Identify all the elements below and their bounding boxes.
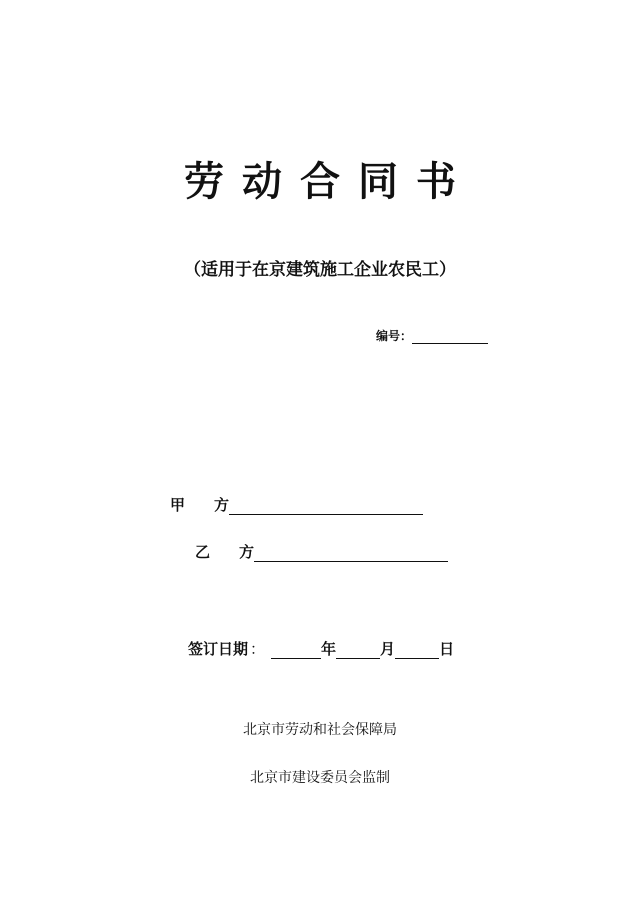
sign-year-blank[interactable] [271, 644, 321, 659]
contract-number-label: 编号： [376, 329, 413, 343]
sign-day-label: 日 [439, 640, 455, 658]
sign-month-label: 月 [380, 640, 396, 658]
issuer-construction-commission: 北京市建设委员会监制 [250, 770, 390, 786]
party-b-label-char1: 乙 [195, 543, 211, 561]
contract-number-field [376, 327, 488, 344]
party-b-label-char2: 方 [239, 543, 255, 561]
sign-day-blank[interactable] [395, 644, 439, 659]
issuer-labor-bureau: 北京市劳动和社会保障局 [243, 722, 397, 738]
sign-month-blank[interactable] [336, 644, 380, 659]
party-a-label-char2: 方 [214, 496, 230, 514]
party-a-field [170, 494, 423, 515]
document-title: 劳动合同书 [184, 159, 474, 205]
sign-year-label: 年 [321, 640, 337, 658]
party-a-label-char1: 甲 [170, 496, 186, 514]
party-b-blank[interactable] [254, 547, 448, 562]
sign-date-colon: ： [250, 640, 266, 658]
party-b-field [195, 541, 448, 562]
sign-date-field [188, 638, 454, 659]
party-a-blank[interactable] [229, 500, 423, 515]
document-subtitle: （适用于在京建筑施工企业农民工） [184, 260, 456, 280]
contract-number-blank[interactable] [412, 329, 488, 344]
sign-date-label: 签订日期 [188, 640, 249, 658]
